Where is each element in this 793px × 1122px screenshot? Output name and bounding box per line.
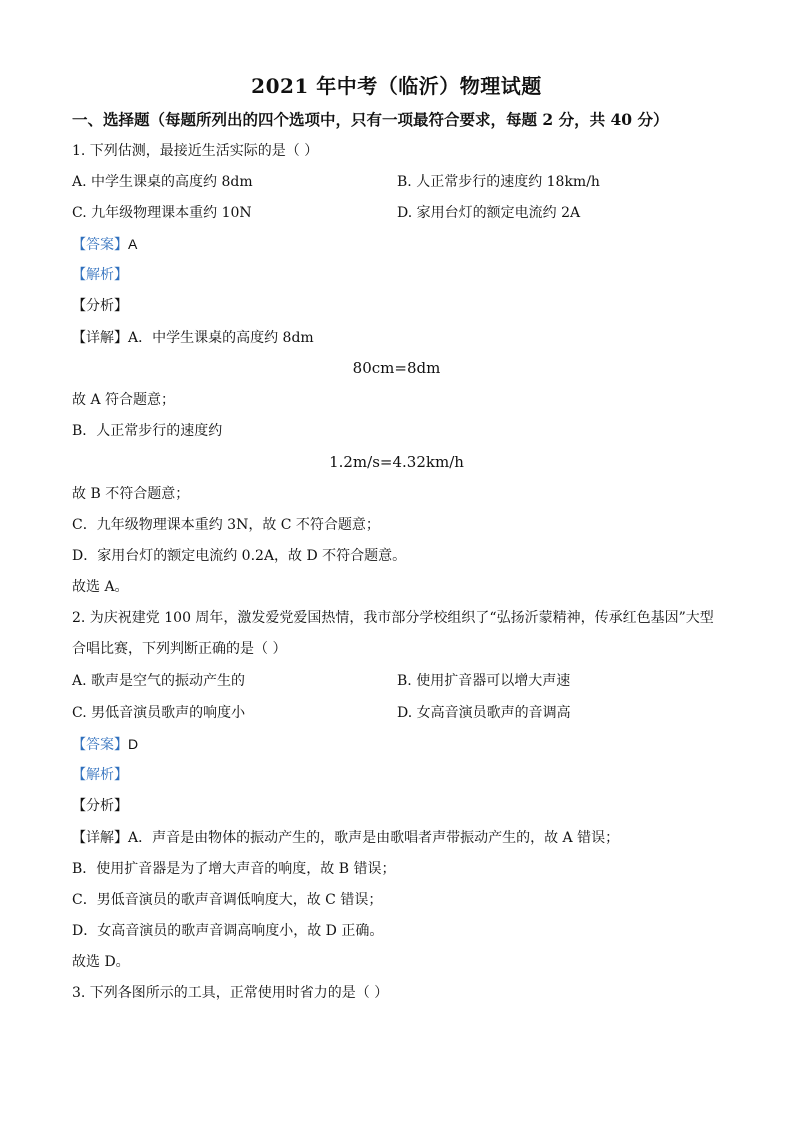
q2-detail-line-2: B．使用扩音器是为了增大声音的响度，故 B 错误；: [72, 861, 396, 877]
answer-tag: 【答案】: [72, 737, 128, 753]
q2-option-c: C. 男低音演员歌声的响度小: [72, 705, 246, 721]
q1-stem: 1. 下列估测，最接近生活实际的是（ ）: [72, 143, 319, 159]
q1-fenxi-tag: 【分析】: [72, 298, 128, 314]
q1-option-b: B. 人正常步行的速度约 18km/h: [397, 174, 600, 190]
q2-jiexi-tag: 【解析】: [72, 767, 128, 783]
q1-option-a: A. 中学生课桌的高度约 8dm: [72, 174, 253, 190]
detail-tag: 【详解】: [72, 330, 128, 346]
q2-stem-line-2: 合唱比赛，下列判断正确的是（ ）: [72, 641, 287, 657]
q2-option-b: B. 使用扩音器可以增大声速: [397, 673, 571, 689]
q1-detail-line-2: 故 A 符合题意；: [72, 392, 176, 408]
q3-stem: 3. 下列各图所示的工具，正常使用时省力的是（ ）: [72, 985, 389, 1001]
q1-option-c: C. 九年级物理课本重约 10N: [72, 205, 252, 221]
q2-fenxi-tag: 【分析】: [72, 798, 128, 814]
q1-detail-line-5: C．九年级物理课本重约 3N，故 C 不符合题意；: [72, 517, 380, 533]
q1-detail-line-3: B．人正常步行的速度约: [72, 423, 223, 439]
q2-option-a: A. 歌声是空气的振动产生的: [72, 673, 246, 689]
answer-tag: 【答案】: [72, 237, 128, 253]
q1-detail-line-4: 故 B 不符合题意；: [72, 486, 190, 502]
q2-answer: [72, 734, 138, 755]
q1-jiexi-tag: 【解析】: [72, 267, 128, 283]
q2-conclusion: 故选 D。: [72, 954, 130, 970]
q1-formula-1: 80cm=8dm: [352, 359, 441, 377]
q1-conclusion: 故选 A。: [72, 579, 129, 595]
q2-detail-line-3: C．男低音演员的歌声音调低响度大，故 C 错误；: [72, 892, 383, 908]
q2-detail-line-1: [72, 828, 619, 848]
q1-detail-line-1: [72, 328, 314, 348]
q2-detail-line-4: D．女高音演员的歌声音调高响度小，故 D 正确。: [72, 923, 384, 939]
q1-detail-line-6: D．家用台灯的额定电流约 0.2A，故 D 不符合题意。: [72, 548, 407, 564]
q2-stem-line-1: 2. 为庆祝建党 100 周年，激发爱党爱国热情，我市部分学校组织了“弘扬沂蒙精神，传承红色基因”大型: [72, 610, 714, 626]
q1-answer: [72, 234, 137, 255]
q1-formula-2: 1.2m/s=4.32km/h: [329, 453, 464, 471]
detail-tag: 【详解】: [72, 830, 128, 846]
page-title: 2021 年中考（临沂）物理试题: [251, 74, 542, 98]
q1-option-d: D. 家用台灯的额定电流约 2A: [397, 205, 581, 221]
q2-option-d: D. 女高音演员歌声的音调高: [397, 705, 571, 721]
detail-text: A．中学生课桌的高度约 8dm: [128, 330, 314, 346]
answer-value: A: [128, 236, 138, 252]
detail-text: A．声音是由物体的振动产生的，歌声是由歌唱者声带振动产生的，故 A 错误；: [128, 830, 620, 846]
answer-value: D: [128, 736, 139, 752]
section-heading: 一、选择题（每题所列出的四个选项中，只有一项最符合要求，每题 2 分，共 40 分）: [72, 110, 669, 129]
